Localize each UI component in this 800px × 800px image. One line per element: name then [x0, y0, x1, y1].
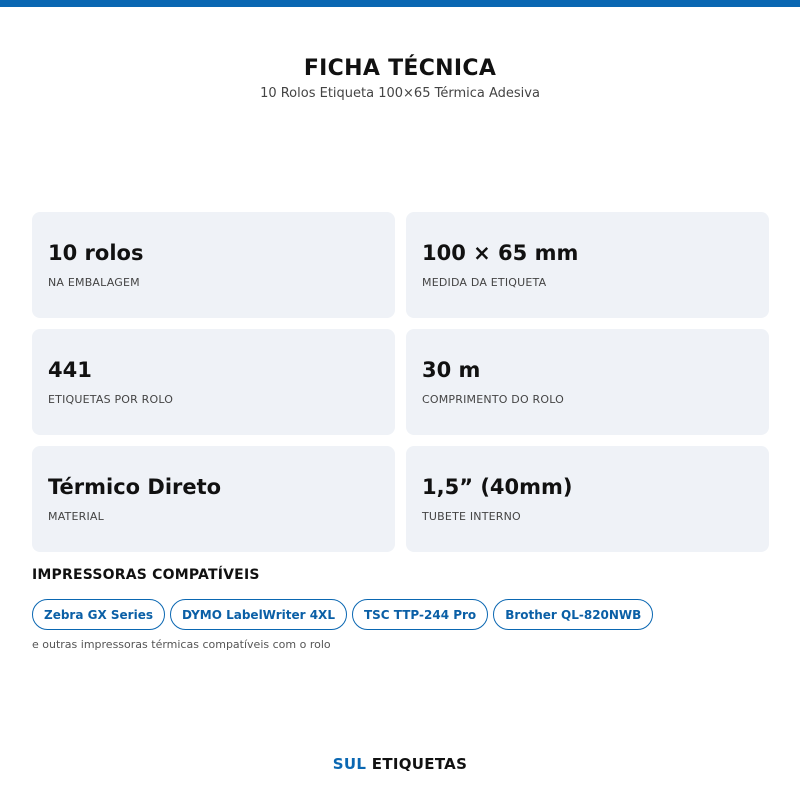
spec-label: TUBETE INTERNO — [422, 510, 521, 523]
spec-card-quantity — [32, 212, 395, 318]
spec-card-labels-per-roll — [32, 329, 395, 435]
brand-footer — [0, 755, 800, 773]
brand-name-part2: ETIQUETAS — [371, 755, 468, 773]
spec-value: 100 × 65 mm — [422, 241, 579, 265]
printer-chip-brother[interactable]: Brother QL-820NWB — [493, 599, 653, 630]
spec-label: COMPRIMENTO DO ROLO — [422, 393, 565, 406]
spec-value: 30 m — [422, 358, 481, 382]
spec-value: 1,5” (40mm) — [422, 475, 573, 499]
spec-card-material — [32, 446, 395, 552]
spec-label: ETIQUETAS POR ROLO — [48, 393, 174, 406]
brand-name-part1: SUL — [332, 755, 367, 773]
top-accent-bar — [0, 0, 800, 7]
specs-grid — [32, 212, 769, 552]
spec-label: NA EMBALAGEM — [48, 276, 140, 289]
page-subtitle: 10 Rolos Etiqueta 100×65 Térmica Adesiva — [260, 86, 540, 101]
spec-card-core — [406, 446, 769, 552]
printer-chip-dymo[interactable]: DYMO LabelWriter 4XL — [170, 599, 347, 630]
spec-value: 10 rolos — [48, 241, 144, 265]
spec-value: Térmico Direto — [48, 475, 222, 499]
spec-card-roll-length — [406, 329, 769, 435]
spec-value: 441 — [48, 358, 92, 382]
compatibility-note: e outras impressoras térmicas compatíveis com o rolo — [32, 638, 331, 651]
header — [0, 55, 800, 103]
page-title: FICHA TÉCNICA — [303, 56, 497, 81]
compatible-printers-title: IMPRESSORAS COMPATÍVEIS — [32, 567, 260, 583]
printer-chip-tsc[interactable]: TSC TTP-244 Pro — [352, 599, 488, 630]
spec-label: MATERIAL — [48, 510, 104, 523]
printer-chip-list — [32, 599, 653, 630]
spec-label: MEDIDA DA ETIQUETA — [422, 276, 547, 289]
spec-card-size — [406, 212, 769, 318]
printer-chip-zebra[interactable]: Zebra GX Series — [32, 599, 165, 630]
